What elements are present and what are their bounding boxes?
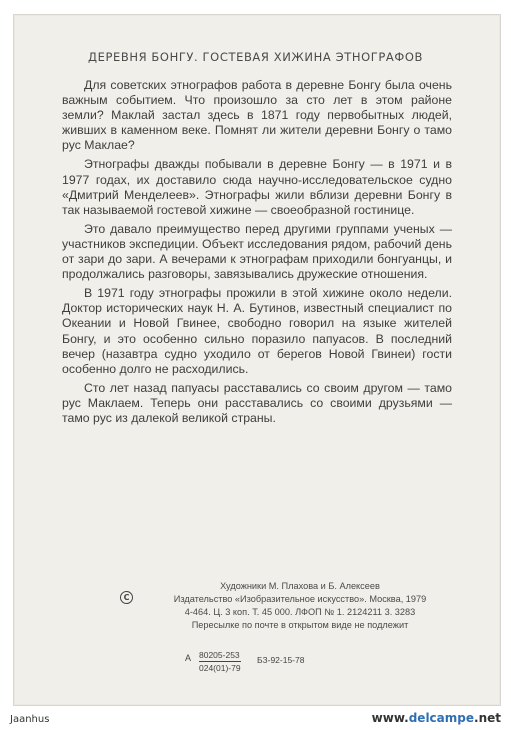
logo-domain: .net	[474, 711, 501, 725]
site-logo[interactable]	[372, 711, 501, 725]
credits-block	[140, 580, 460, 632]
catalog-numerator: 80205-253	[199, 650, 240, 660]
paragraph: Это давало преимущество перед другими группами ученых — участников экспедиции. Объект исследования рядом, рабочий день от зари до зари. А вечерами к этнографам приходили бонгуанцы, и продолжались разговоры, завязывались дружеские отношения.	[62, 221, 452, 282]
paragraph: Для советских этнографов работа в деревне Бонгу была очень важным событием. Что произошло за сто лет в этом районе земли? Маклай застал здесь в 1871 году первобытных людей, живших в каменном веке. Помнят ли жители деревни Бонгу о тамо рус Маклае?	[62, 78, 452, 153]
paragraph: Сто лет назад папуасы расставались со своим другом — тамо рус Маклаем. Теперь они расставались со своими друзьями — тамо рус из далекой великой страны.	[62, 380, 452, 425]
seller-name: Jaanhus	[10, 714, 50, 725]
credits-mail-note: Пересылке по почте в открытом виде не подлежит	[191, 620, 409, 630]
catalog-code: БЗ-92-15-78	[257, 655, 305, 665]
logo-www: www.	[371, 711, 409, 725]
paragraph: Этнографы дважды побывали в деревне Бонгу — в 1971 и в 1977 годах, их доставило сюда научно-исследовательское судно «Дмитрий Менделеев». Этнографы жили вблизи деревни Бонгу в так называемой гостевой хижине — своеобразной гостинице.	[62, 157, 452, 217]
catalog-fraction	[199, 650, 241, 673]
logo-brand: delcampe	[408, 711, 475, 725]
copyright-icon: C	[120, 591, 133, 604]
catalog-denominator: 024(01)-79	[199, 663, 241, 673]
paragraph: В 1971 году этнографы прожили в этой хижине около недели. Доктор исторических наук Н. А. Бутинов, известный специалист по Океании и Новой Гвинее, свободно говорил на языке жителей Бонгу, и это особенно сильно поразило папуасов. В последний вечер (назавтра судно уходило от берегов Новой Гвинеи) гости особенно долго не расходились.	[62, 286, 452, 376]
credits-print-info: 4-464. Ц. 3 коп. Т. 45 000. ЛФОП № 1. 2124211 3. 3283	[184, 607, 416, 617]
page-title: ДЕРЕВНЯ БОНГУ. ГОСТЕВАЯ ХИЖИНА ЭТНОГРАФОВ	[88, 50, 423, 64]
article-body	[62, 78, 452, 430]
credits-publisher: Издательство «Изобразительное искусство». Москва, 1979	[173, 594, 427, 604]
catalog-letter: А	[185, 653, 192, 663]
credits-artists: Художники М. Плахова и Б. Алексеев	[220, 581, 380, 591]
